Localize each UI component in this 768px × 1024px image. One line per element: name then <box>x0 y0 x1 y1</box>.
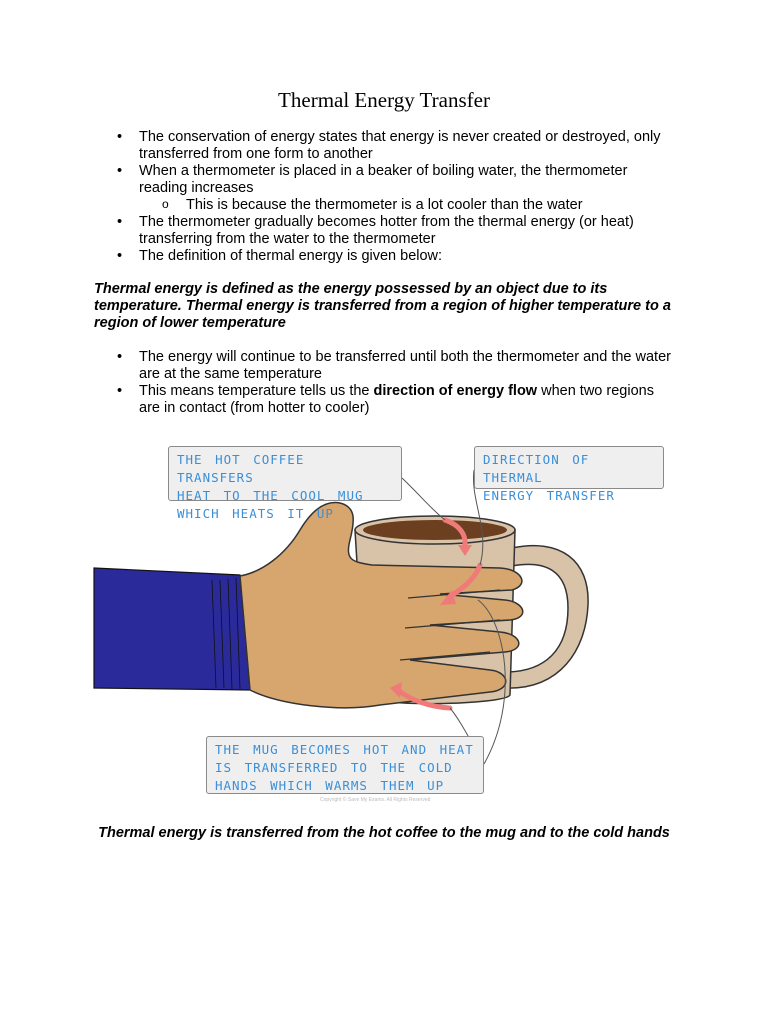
bullet-text: when two regions are in contact (from hotter to cooler) <box>139 383 654 416</box>
bullet-text: This means temperature tells us the <box>139 383 374 399</box>
bullet-item: • The thermometer gradually becomes hotter from the thermal energy (or heat) transferring from the water to the thermometer <box>117 214 677 248</box>
copyright-text: Copyright © Save My Exams. All Rights Reserved <box>320 797 431 803</box>
sub-bullet-item: o This is because the thermometer is a lot cooler than the water <box>117 197 677 214</box>
coffee-surface <box>363 520 507 540</box>
callout-mug: THE MUG BECOMES HOT AND HEAT IS TRANSFERRED TO THE COLD HANDS WHICH WARMS THEM UP <box>206 736 484 794</box>
bold-phrase: direction of energy flow <box>373 383 538 399</box>
bullet-item: • When a thermometer is placed in a beaker of boiling water, the thermometer reading increases <box>117 163 677 197</box>
figure-caption: Thermal energy is transferred from the hot coffee to the mug and to the cold hands <box>98 825 670 841</box>
callout-direction: DIRECTION OF THERMAL ENERGY TRANSFER <box>474 446 664 489</box>
bullet-item: • The definition of thermal energy is given below: <box>117 248 677 265</box>
followup-bullet-list <box>117 349 677 417</box>
bullet-item: • The energy will continue to be transferred until both the thermometer and the water are at the same temperature <box>117 349 677 383</box>
leader-coffee <box>402 478 445 520</box>
callout-coffee: THE HOT COFFEE TRANSFERS HEAT TO THE COOL MUG WHICH HEATS IT UP <box>168 446 402 501</box>
sleeve <box>94 568 250 690</box>
definition-text: Thermal energy is defined as the energy possessed by an object due to its temperature. Thermal energy is transferred from a region of higher temperature to a region of lower temperature <box>94 281 671 331</box>
bullet-item <box>117 383 677 417</box>
page-title: Thermal Energy Transfer <box>278 88 490 112</box>
bullet-item: • The conservation of energy states that energy is never created or destroyed, only transferred from one form to another <box>117 129 677 163</box>
intro-bullet-list <box>117 129 677 265</box>
